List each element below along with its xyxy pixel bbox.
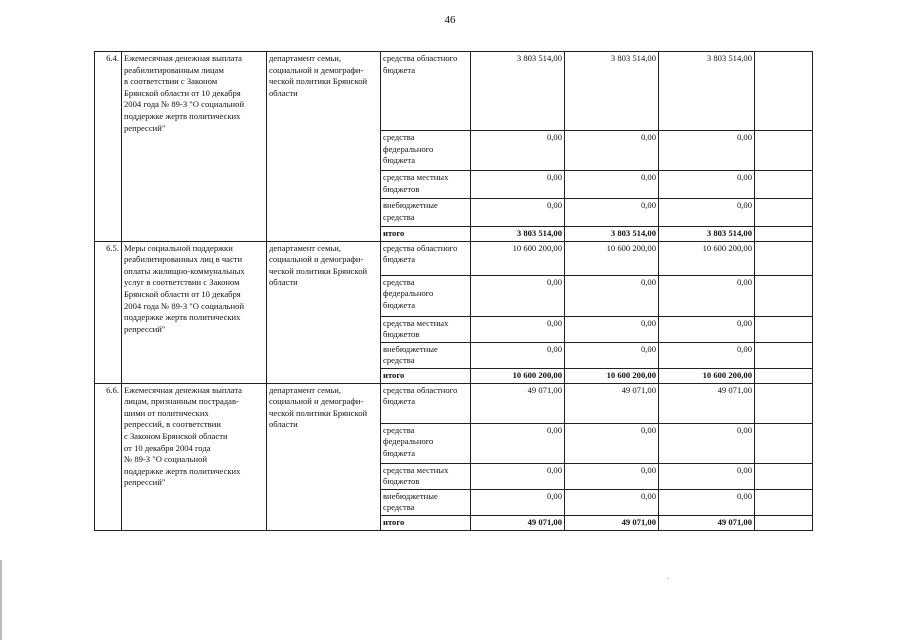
amount-v3: 10 600 200,00 xyxy=(659,241,755,275)
amount-v2: 0,00 xyxy=(565,199,659,227)
amount-v2: 49 071,00 xyxy=(565,383,659,423)
scan-speck xyxy=(668,578,669,579)
amount-v3: 0,00 xyxy=(659,199,755,227)
funding-source: итого xyxy=(381,227,471,242)
amount-v3: 0,00 xyxy=(659,463,755,489)
measure-executor: департамент семьи, социальной и демографи- ческой политики Брянской области xyxy=(267,241,381,383)
amount-v1: 0,00 xyxy=(471,489,565,515)
amount-v2: 0,00 xyxy=(565,171,659,199)
amount-v1: 10 600 200,00 xyxy=(471,241,565,275)
table-row xyxy=(95,383,813,423)
empty-cell xyxy=(755,463,813,489)
amount-v2: 0,00 xyxy=(565,342,659,368)
table-row xyxy=(95,241,813,275)
amount-v1: 0,00 xyxy=(471,131,565,171)
empty-cell xyxy=(755,241,813,275)
amount-v2: 49 071,00 xyxy=(565,515,659,530)
empty-cell xyxy=(755,368,813,383)
empty-cell xyxy=(755,423,813,463)
empty-cell xyxy=(755,383,813,423)
empty-cell xyxy=(755,171,813,199)
budget-table xyxy=(94,51,813,531)
amount-v1: 0,00 xyxy=(471,171,565,199)
amount-v3: 49 071,00 xyxy=(659,383,755,423)
amount-v3: 0,00 xyxy=(659,171,755,199)
amount-v1: 49 071,00 xyxy=(471,515,565,530)
measure-code: 6.6. xyxy=(95,383,122,530)
funding-source: средства областного бюджета xyxy=(381,241,471,275)
amount-v3: 3 803 514,00 xyxy=(659,227,755,242)
amount-v3: 3 803 514,00 xyxy=(659,52,755,131)
amount-v2: 0,00 xyxy=(565,131,659,171)
empty-cell xyxy=(755,489,813,515)
amount-v1: 0,00 xyxy=(471,463,565,489)
amount-v3: 0,00 xyxy=(659,489,755,515)
amount-v1: 3 803 514,00 xyxy=(471,227,565,242)
measure-executor: департамент семьи, социальной и демографи- ческой политики Брянской области xyxy=(267,52,381,242)
empty-cell xyxy=(755,199,813,227)
measure-description: Меры социальной поддержки реабилитированных лиц в части оплаты жилищно-коммунальных услуг в соответствии с Законом Брянской области от 10 декабря 2004 года № 89-З "О социальной поддержке жертв политических репрессий" xyxy=(122,241,267,383)
empty-cell xyxy=(755,131,813,171)
funding-source: средства федерального бюджета xyxy=(381,275,471,316)
funding-source: средства местных бюджетов xyxy=(381,316,471,342)
funding-source: внебюджетные средства xyxy=(381,489,471,515)
funding-source: внебюджетные средства xyxy=(381,199,471,227)
funding-source: средства федерального бюджета xyxy=(381,131,471,171)
page-number: 46 xyxy=(444,14,456,26)
amount-v1: 0,00 xyxy=(471,316,565,342)
amount-v3: 10 600 200,00 xyxy=(659,368,755,383)
amount-v1: 0,00 xyxy=(471,199,565,227)
amount-v3: 0,00 xyxy=(659,131,755,171)
amount-v2: 3 803 514,00 xyxy=(565,227,659,242)
measure-code: 6.4. xyxy=(95,52,122,242)
empty-cell xyxy=(755,52,813,131)
amount-v2: 10 600 200,00 xyxy=(565,241,659,275)
measure-description: Ежемесячная денежная выплата лицам, признанным пострадав- шими от политических репрессий, в соответствии с Законом Брянской области от 10 декабря 2004 года № 89-З "О социальной поддержке жертв политических репрессий" xyxy=(122,383,267,530)
amount-v1: 10 600 200,00 xyxy=(471,368,565,383)
measure-code: 6.5. xyxy=(95,241,122,383)
empty-cell xyxy=(755,227,813,242)
amount-v3: 0,00 xyxy=(659,342,755,368)
scan-edge-line xyxy=(0,560,2,640)
empty-cell xyxy=(755,515,813,530)
amount-v2: 0,00 xyxy=(565,275,659,316)
funding-source: внебюджетные средства xyxy=(381,342,471,368)
amount-v2: 3 803 514,00 xyxy=(565,52,659,131)
amount-v2: 0,00 xyxy=(565,489,659,515)
table-row xyxy=(95,52,813,131)
amount-v1: 49 071,00 xyxy=(471,383,565,423)
amount-v1: 0,00 xyxy=(471,342,565,368)
funding-source: средства местных бюджетов xyxy=(381,463,471,489)
empty-cell xyxy=(755,316,813,342)
empty-cell xyxy=(755,275,813,316)
funding-source: итого xyxy=(381,515,471,530)
funding-source: итого xyxy=(381,368,471,383)
amount-v2: 10 600 200,00 xyxy=(565,368,659,383)
funding-source: средства федерального бюджета xyxy=(381,423,471,463)
amount-v3: 49 071,00 xyxy=(659,515,755,530)
amount-v1: 0,00 xyxy=(471,275,565,316)
amount-v3: 0,00 xyxy=(659,275,755,316)
amount-v3: 0,00 xyxy=(659,316,755,342)
funding-source: средства областного бюджета xyxy=(381,52,471,131)
amount-v1: 0,00 xyxy=(471,423,565,463)
amount-v1: 3 803 514,00 xyxy=(471,52,565,131)
amount-v3: 0,00 xyxy=(659,423,755,463)
funding-source: средства местных бюджетов xyxy=(381,171,471,199)
empty-cell xyxy=(755,342,813,368)
funding-source: средства областного бюджета xyxy=(381,383,471,423)
measure-executor: департамент семьи, социальной и демографи- ческой политики Брянской области xyxy=(267,383,381,530)
amount-v2: 0,00 xyxy=(565,316,659,342)
amount-v2: 0,00 xyxy=(565,423,659,463)
amount-v2: 0,00 xyxy=(565,463,659,489)
measure-description: Ежемесячная денежная выплата реабилитированным лицам в соответствии с Законом Брянской области от 10 декабря 2004 года № 89-З "О социальной поддержке жертв политических репрессий" xyxy=(122,52,267,242)
